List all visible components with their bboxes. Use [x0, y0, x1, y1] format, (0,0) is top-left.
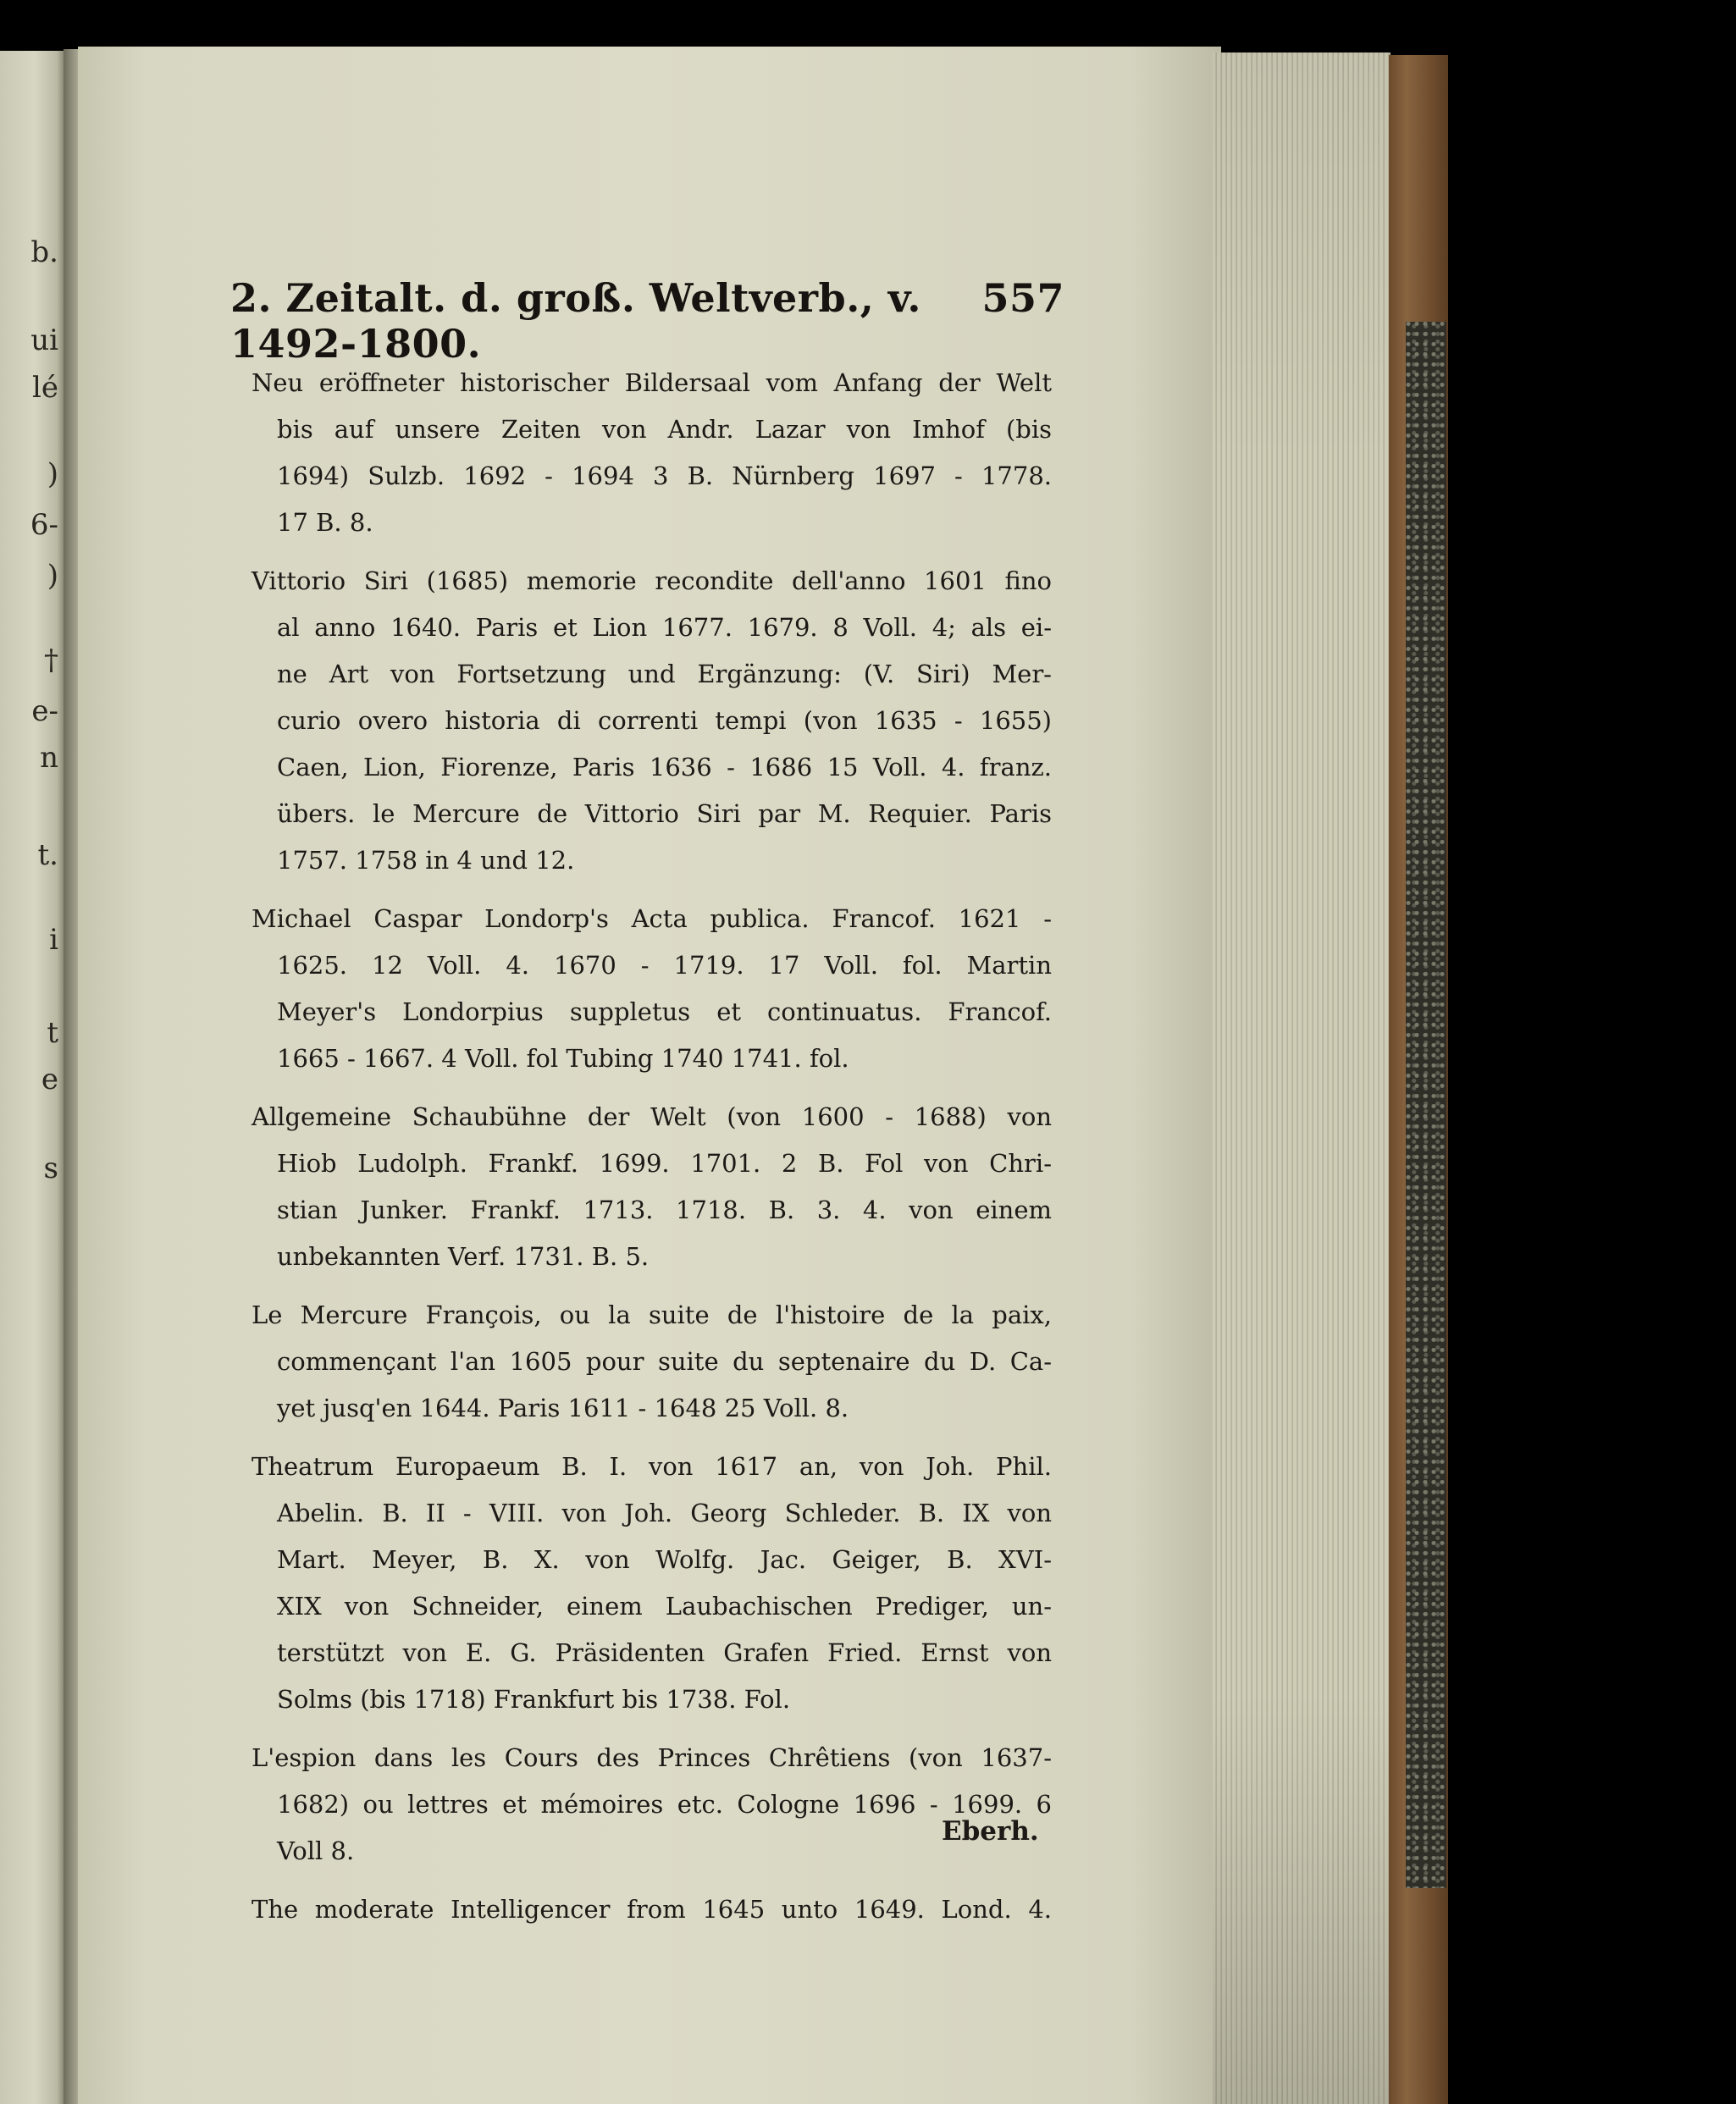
entry-espion: [252, 1735, 1052, 1875]
entry-line: curio overo historia di correnti tempi (von 1635 - 1655): [277, 706, 1052, 735]
margin-fragment: ): [47, 457, 58, 491]
margin-fragment: 6-: [30, 508, 58, 542]
cover-marbled-paper: [1406, 322, 1446, 1888]
entry-line: Hiob Ludolph. Frankf. 1699. 1701. 2 B. Fol von Chri-: [277, 1149, 1052, 1178]
margin-fragment: t.: [37, 838, 58, 872]
entry-line: The moderate Intelligencer from 1645 unto 1649. Lond. 4.: [252, 1895, 1052, 1924]
margin-fragment: i: [49, 923, 58, 957]
entry-line: yet jusq'en 1644. Paris 1611 - 1648 25 Voll. 8.: [277, 1394, 849, 1422]
margin-fragment: e-: [31, 694, 58, 728]
bibliography-entries: [252, 360, 1052, 1945]
margin-fragment: s: [43, 1151, 58, 1185]
entry-line: Michael Caspar Londorp's Acta publica. Francof. 1621 -: [252, 904, 1052, 933]
entry-line: 1694) Sulzb. 1692 - 1694 3 B. Nürnberg 1697 - 1778.: [277, 461, 1052, 490]
margin-fragment: ): [47, 559, 58, 593]
entry-line: übers. le Mercure de Vittorio Siri par M. Requier. Paris: [277, 799, 1052, 828]
entry-line: Caen, Lion, Fiorenze, Paris 1636 - 1686 15 Voll. 4. franz.: [277, 753, 1052, 781]
entry-line: stian Junker. Frankf. 1713. 1718. B. 3. 4. von einem: [277, 1196, 1052, 1224]
entry-line: Mart. Meyer, B. X. von Wolfg. Jac. Geiger, B. XVI-: [277, 1545, 1052, 1574]
entry-theatrum-europaeum: [252, 1444, 1052, 1723]
margin-fragment: lé: [32, 371, 58, 405]
entry-vittorio-siri: [252, 558, 1052, 884]
facing-page-left: [0, 51, 64, 2104]
entry-line: ne Art von Fortsetzung und Ergänzung: (V. Siri) Mer-: [277, 660, 1052, 688]
margin-fragment: †: [44, 643, 58, 677]
entry-line: Voll 8.: [277, 1836, 355, 1865]
entry-line: unbekannten Verf. 1731. B. 5.: [277, 1242, 650, 1271]
entry-line: 1625. 12 Voll. 4. 1670 - 1719. 17 Voll. fol. Martin: [277, 951, 1052, 980]
entry-line: 17 B. 8.: [277, 508, 373, 537]
entry-line: 1665 - 1667. 4 Voll. fol Tubing 1740 1741. fol.: [277, 1044, 849, 1073]
entry-line: L'espion dans les Cours des Princes Chrêtiens (von 1637-: [252, 1743, 1052, 1772]
entry-bildersaal: [252, 360, 1052, 546]
entry-line: Meyer's Londorpius suppletus et continuatus. Francof.: [277, 997, 1052, 1026]
entry-line: commençant l'an 1605 pour suite du septenaire du D. Ca-: [277, 1347, 1052, 1376]
margin-fragment: n: [40, 741, 58, 775]
entry-line: bis auf unsere Zeiten von Andr. Lazar von Imhof (bis: [277, 415, 1052, 444]
fore-edge-shadow: [1213, 52, 1390, 2104]
margin-fragment: b.: [30, 235, 58, 269]
entry-line: Allgemeine Schaubühne der Welt (von 1600 - 1688) von: [252, 1102, 1052, 1131]
catchword: Eberh.: [942, 1816, 1039, 1847]
running-head-title: 2. Zeitalt. d. groß. Weltverb., v. 1492-1800.: [230, 275, 921, 367]
entry-schaubuehne: [252, 1094, 1052, 1280]
entry-line: Vittorio Siri (1685) memorie recondite dell'anno 1601 fino: [252, 566, 1052, 595]
entry-line: XIX von Schneider, einem Laubachischen Prediger, un-: [277, 1592, 1052, 1621]
entry-line: Solms (bis 1718) Frankfurt bis 1738. Fol.: [277, 1685, 791, 1714]
book-page: [78, 47, 1221, 2104]
entry-line: Abelin. B. II - VIII. von Joh. Georg Schleder. B. IX von: [277, 1499, 1052, 1527]
entry-londorp: [252, 896, 1052, 1082]
margin-fragment: t: [47, 1016, 58, 1050]
entry-line: Neu eröffneter historischer Bildersaal vom Anfang der Welt: [252, 368, 1052, 397]
entry-line: 1682) ou lettres et mémoires etc. Cologne 1696 - 1699. 6: [277, 1790, 1052, 1819]
entry-line: al anno 1640. Paris et Lion 1677. 1679. 8 Voll. 4; als ei-: [277, 613, 1052, 642]
page-number: 557: [981, 275, 1064, 321]
entry-moderate-intelligencer: [252, 1886, 1052, 1933]
entry-line: terstützt von E. G. Präsidenten Grafen Fried. Ernst von: [277, 1638, 1052, 1667]
margin-fragment: ui: [30, 323, 58, 357]
margin-fragment: e: [41, 1063, 58, 1096]
entry-mercure-francois: [252, 1292, 1052, 1432]
running-head: [230, 275, 1064, 367]
entry-line: 1757. 1758 in 4 und 12.: [277, 846, 575, 875]
entry-line: Theatrum Europaeum B. I. von 1617 an, von Joh. Phil.: [252, 1452, 1052, 1481]
entry-line: Le Mercure François, ou la suite de l'histoire de la paix,: [252, 1301, 1052, 1329]
